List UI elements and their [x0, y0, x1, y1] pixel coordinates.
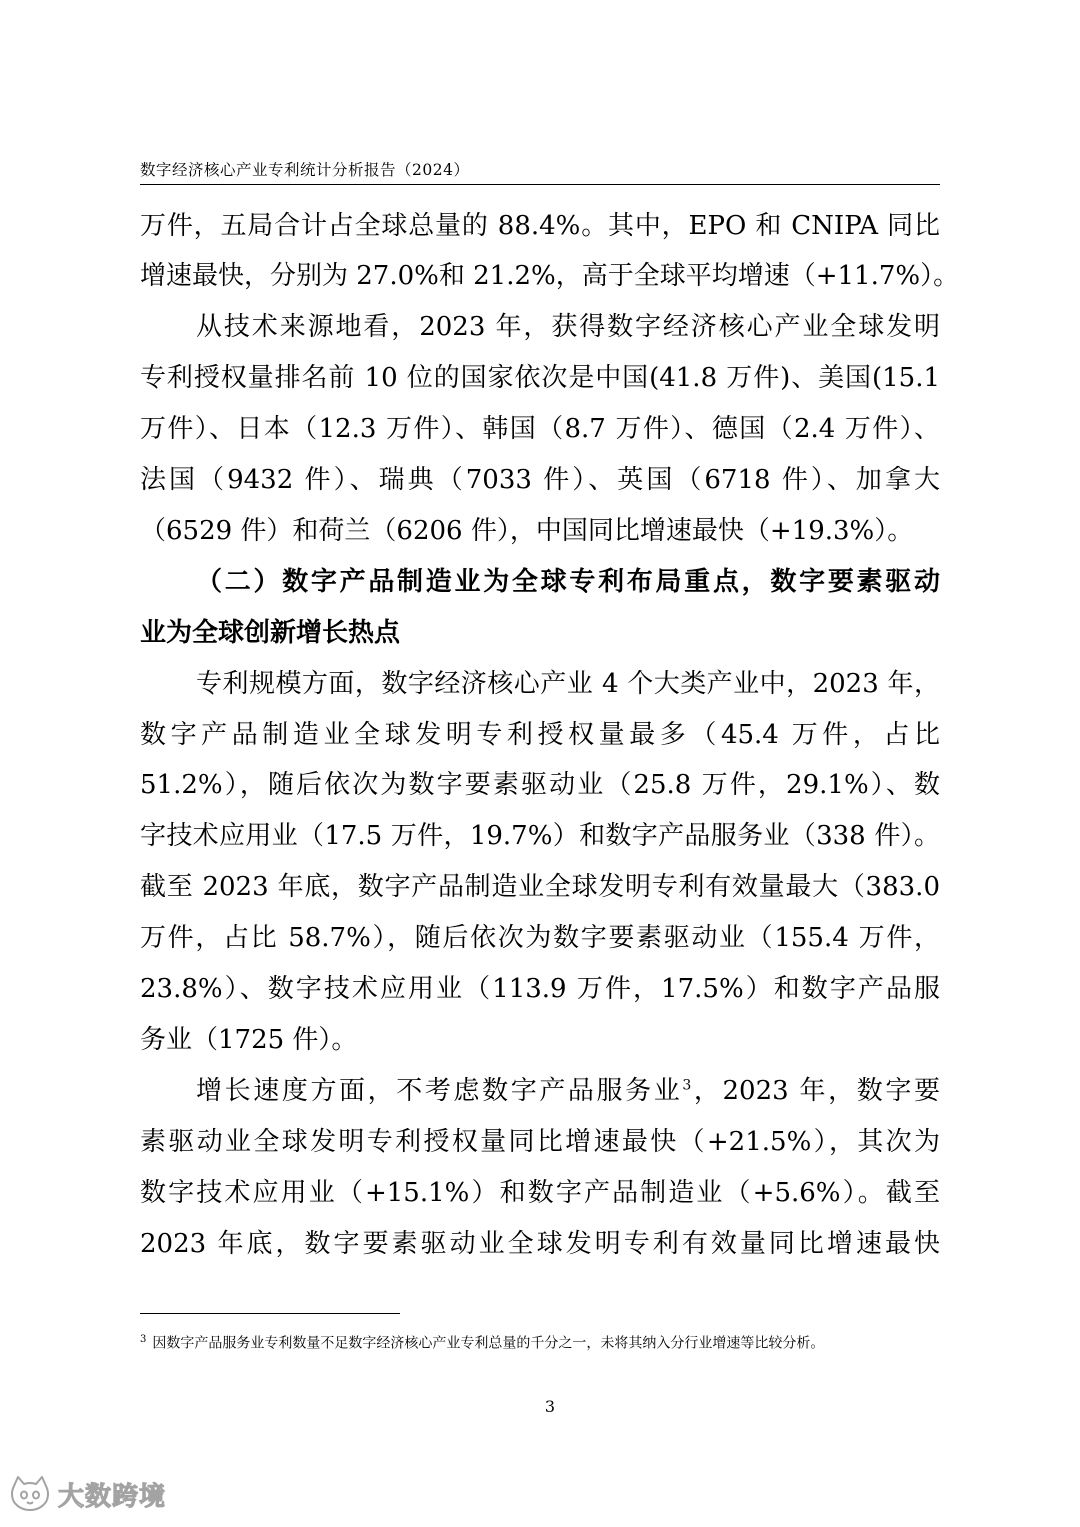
running-header: 数字经济核心产业专利统计分析报告（2024）: [140, 161, 470, 179]
watermark: [8, 1472, 166, 1516]
body-line: 字技术应用业（17.5 万件，19.7%）和数字产品服务业（338 件）。: [140, 821, 940, 851]
body-line: 截至 2023 年底，数字产品制造业全球发明专利有效量最大（383.0: [140, 872, 940, 902]
section-heading-line: （二）数字产品制造业为全球专利布局重点，数字要素驱动: [196, 567, 940, 597]
body-text: 增长速度方面，不考虑数字产品服务业: [196, 1076, 683, 1106]
header-divider: [140, 184, 940, 185]
body-line: 从技术来源地看，2023 年，获得数字经济核心产业全球发明: [196, 312, 940, 342]
footnote: [140, 1330, 824, 1354]
body-line: 51.2%），随后依次为数字要素驱动业（25.8 万件，29.1%）、数: [140, 770, 940, 800]
body-line: 专利规模方面，数字经济核心产业 4 个大类产业中，2023 年，: [196, 669, 940, 699]
body-line: 数字技术应用业（+15.1%）和数字产品制造业（+5.6%）。截至: [140, 1178, 940, 1208]
body-line: 增速最快，分别为 27.0%和 21.2%，高于全球平均增速（+11.7%）。: [140, 261, 960, 291]
body-line: （6529 件）和荷兰（6206 件），中国同比增速最快（+19.3%）。: [140, 516, 914, 546]
body-line: [196, 1068, 940, 1114]
body-line: 法国（9432 件）、瑞典（7033 件）、英国（6718 件）、加拿大: [140, 465, 940, 495]
body-line: 2023 年底，数字要素驱动业全球发明专利有效量同比增速最快: [140, 1229, 940, 1259]
footnote-divider: [140, 1313, 400, 1314]
body-line: 万件）、日本（12.3 万件）、韩国（8.7 万件）、德国（2.4 万件）、: [140, 414, 940, 444]
section-heading-line: 业为全球创新增长热点: [140, 618, 401, 648]
footnote-reference[interactable]: 3: [682, 1077, 692, 1094]
watermark-text: 大数跨境: [58, 1481, 167, 1512]
footnote-text: 因数字产品服务业专利数量不足数字经济核心产业专利总量的千分之一，未将其纳入分行业增速等比较分析。: [152, 1335, 825, 1352]
body-line: 素驱动业全球发明专利授权量同比增速最快（+21.5%），其次为: [140, 1127, 940, 1157]
body-line: 万件，占比 58.7%），随后依次为数字要素驱动业（155.4 万件，: [140, 923, 940, 953]
body-line: 专利授权量排名前 10 位的国家依次是中国(41.8 万件)、美国(15.1: [140, 363, 940, 393]
footnote-mark: 3: [140, 1334, 147, 1345]
page-number: 3: [544, 1397, 556, 1416]
body-line: 数字产品制造业全球发明专利授权量最多（45.4 万件，占比: [140, 720, 940, 750]
body-line: 务业（1725 件）。: [140, 1025, 358, 1055]
cat-face-logo-icon: [8, 1474, 52, 1514]
body-line: 万件，五局合计占全球总量的 88.4%。其中，EPO 和 CNIPA 同比: [140, 211, 940, 241]
body-line: 23.8%）、数字技术应用业（113.9 万件，17.5%）和数字产品服: [140, 974, 940, 1004]
body-text: ，2023 年，数字要: [691, 1076, 940, 1106]
